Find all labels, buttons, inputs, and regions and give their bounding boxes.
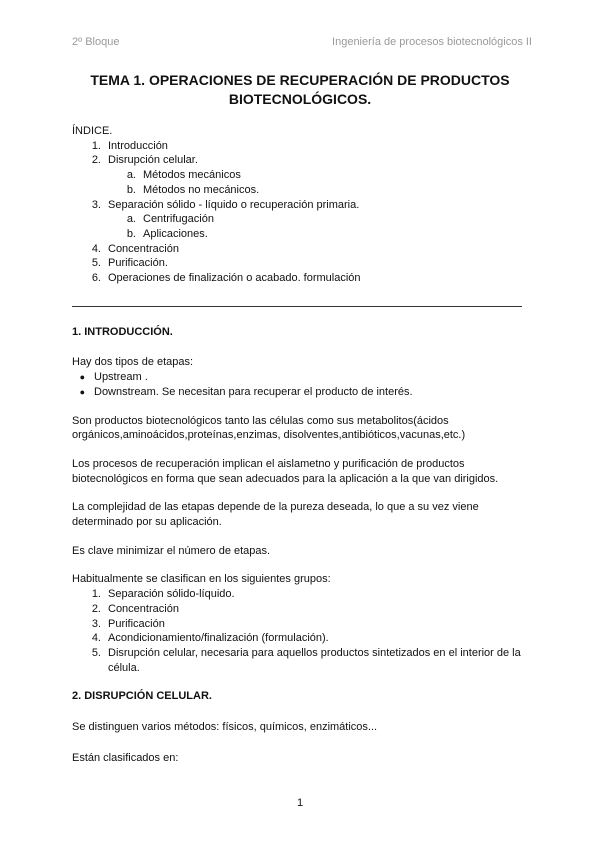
bullet-icon: ●: [79, 372, 85, 383]
list-item-number: 5.: [91, 646, 101, 659]
index-item-label: Centrifugación: [143, 213, 214, 226]
index-item-label: Purificación.: [108, 257, 168, 270]
document-body: [72, 124, 534, 766]
index-item-label: Métodos mecánicos: [143, 169, 241, 182]
stages-bullet-list: [72, 370, 534, 399]
section-1-intro: Hay dos tipos de etapas:: [72, 356, 194, 369]
index-item-number: 3.: [91, 198, 101, 211]
index-item-number: b.: [126, 183, 136, 196]
groups-list: [72, 587, 534, 675]
header-left: 2º Bloque: [72, 36, 120, 48]
title-line-1: TEMA 1. OPERACIONES DE RECUPERACIÓN DE PRODUCTOS: [90, 72, 510, 88]
index-item-number: 2.: [91, 154, 101, 167]
paragraph: La complejidad de las etapas depende de la pureza deseada, lo que a su vez viene determinado por su aplicación.: [72, 501, 479, 529]
index-heading: ÍNDICE.: [72, 125, 113, 137]
paragraph: Están clasificados en:: [72, 751, 179, 764]
index-item: [72, 256, 534, 271]
index-item: [72, 139, 534, 154]
index-subitem: [72, 212, 534, 227]
index-item-label: Separación sólido - líquido o recuperación primaria.: [108, 198, 360, 211]
index-item-label: Operaciones de finalización o acabado. formulación: [108, 272, 361, 285]
list-item: [72, 646, 534, 675]
page-title: [60, 71, 540, 109]
index-item-label: Introducción: [108, 139, 168, 152]
bullet-text: Downstream. Se necesitan para recuperar el producto de interés.: [94, 385, 413, 398]
paragraph: Es clave minimizar el número de etapas.: [72, 544, 271, 557]
list-item-label: Acondicionamiento/finalización (formulación).: [108, 632, 329, 645]
list-item: [72, 370, 534, 385]
index-item-number: 6.: [91, 272, 101, 285]
index-item-number: 5.: [91, 257, 101, 270]
index-item: [72, 153, 534, 168]
index-item-number: a.: [126, 169, 136, 182]
index-item: [72, 242, 534, 257]
list-item-number: 4.: [91, 632, 101, 645]
list-item-label: Concentración: [108, 602, 179, 615]
index-item: [72, 271, 534, 286]
index-subitem: [72, 183, 534, 198]
list-item-number: 1.: [91, 588, 101, 601]
index-item-label: Métodos no mecánicos.: [143, 183, 260, 196]
paragraph: Los procesos de recuperación implican el aislametno y purificación de productos biotecnológicos en forma que sean adecuados para la aplicación a la que van dirigidos.: [72, 457, 499, 485]
bullet-icon: ●: [79, 386, 85, 397]
index-item-label: Concentración: [108, 242, 179, 255]
list-item: [72, 385, 534, 400]
index-item: [72, 198, 534, 213]
list-item: [72, 602, 534, 617]
page-number: 1: [296, 797, 304, 809]
list-item-label: Disrupción celular, necesaria para aquellos productos sintetizados en el interior de la célula.: [108, 646, 521, 674]
section-1-heading: 1. INTRODUCCIÓN.: [72, 325, 173, 338]
index-item-number: a.: [126, 213, 136, 226]
list-item-number: 3.: [91, 617, 101, 630]
section-2-heading: 2. DISRUPCIÓN CELULAR.: [72, 690, 212, 703]
list-item-number: 2.: [91, 602, 101, 615]
index-subitem: [72, 227, 534, 242]
index-item-number: 4.: [91, 242, 101, 255]
index-item-label: Disrupción celular.: [108, 154, 198, 167]
index-subitem: [72, 168, 534, 183]
paragraph: Son productos biotecnológicos tanto las células como sus metabolitos(ácidos orgánicos,aminoácidos,proteínas,enzimas, disolventes,antibióticos,vacunas,etc.): [72, 414, 466, 442]
list-item: [72, 617, 534, 632]
index-list: [72, 139, 534, 286]
list-item-label: Separación sólido-líquido.: [108, 588, 235, 601]
list-item: [72, 587, 534, 602]
paragraph: Habitualmente se clasifican en los siguientes grupos:: [72, 573, 331, 586]
index-item-number: 1.: [91, 139, 101, 152]
list-item: [72, 631, 534, 646]
index-item-label: Aplicaciones.: [143, 227, 208, 240]
title-line-2: BIOTECNOLÓGICOS.: [228, 91, 372, 107]
header-right: Ingeniería de procesos biotecnológicos II: [332, 36, 532, 48]
bullet-text: Upstream .: [94, 371, 148, 384]
list-item-label: Purificación: [108, 617, 165, 630]
index-item-number: b.: [126, 227, 136, 240]
paragraph: Se distinguen varios métodos: físicos, químicos, enzimáticos...: [72, 721, 378, 734]
